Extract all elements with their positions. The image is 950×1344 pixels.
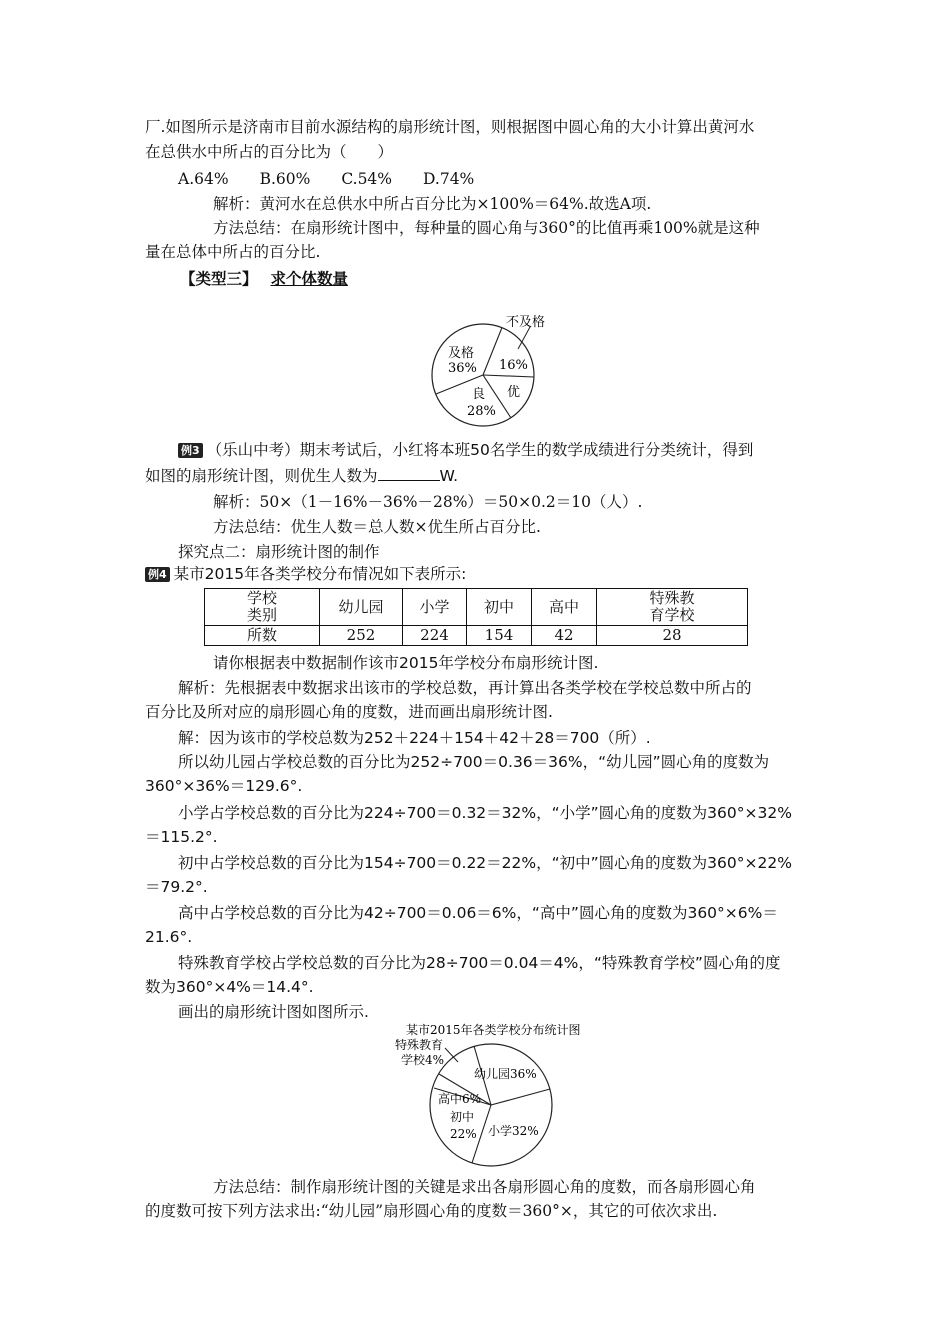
solution-line: 21.6°.	[145, 928, 193, 946]
table-header-category	[205, 589, 320, 626]
label-special-line1: 特殊教育	[395, 1038, 444, 1052]
answer-blank[interactable]	[378, 466, 440, 481]
solution-line: 所以幼儿园占学校总数的百分比为252÷700＝0.36＝36%，“幼儿园”圆心角的度数为	[178, 753, 770, 771]
special-line2: 育学校	[649, 606, 695, 624]
slice-divider-2	[483, 375, 534, 377]
label-jige: 及格	[448, 346, 475, 361]
header-line2: 类别	[246, 606, 277, 624]
value-bujige: 16%	[499, 358, 528, 373]
label-liang: 良	[472, 387, 486, 402]
example3-badge: 例3	[178, 443, 203, 458]
solution-line: ＝115.2°.	[145, 828, 218, 846]
table-row	[205, 589, 748, 626]
school-table	[204, 588, 748, 646]
label-you: 优	[507, 385, 521, 400]
label-special-line2: 学校4%	[401, 1053, 445, 1067]
solution-line: 数为360°×4%＝14.4°.	[145, 978, 314, 996]
table-cell: 252	[320, 626, 403, 646]
table-count-label: 所数	[205, 626, 320, 646]
example4-analysis-line1: 解析：先根据表中数据求出该市的学校总数，再计算出各类学校在学校总数中所占的	[178, 679, 752, 697]
example4-analysis-line2: 百分比及所对应的扇形圆心角的度数，进而画出扇形统计图.	[145, 703, 553, 721]
solution-line: ＝79.2°.	[145, 878, 208, 896]
table-cell: 42	[532, 626, 597, 646]
solution-line: 画出的扇形统计图如图所示.	[178, 1003, 369, 1021]
example3-line2-end: W.	[439, 467, 458, 485]
solution-line: 小学占学校总数的百分比为224÷700＝0.32＝32%，“小学”圆心角的度数为360°×32%	[178, 804, 792, 822]
question-text-line2: 在总供水中所占的百分比为（ ）	[145, 143, 394, 161]
example3-analysis: 解析：50×（1－16%－36%－28%）＝50×0.2＝10（人）.	[213, 493, 643, 511]
example4-badge: 例4	[145, 567, 170, 582]
table-header-cell: 初中	[467, 589, 532, 626]
school-chart-title: 某市2015年各类学校分布统计图	[406, 1023, 581, 1037]
school-pie-chart	[395, 1022, 595, 1172]
example3-line2	[145, 465, 458, 487]
header-line1: 学校	[246, 589, 277, 607]
example4-instruction: 请你根据表中数据制作该市2015年学校分布扇形统计图.	[213, 654, 599, 672]
question-text-line1: 厂.如图所示是济南市目前水源结构的扇形统计图，则根据图中圆心角的大小计算出黄河水	[145, 118, 755, 136]
table-header-cell: 小学	[403, 589, 467, 626]
value-liang: 28%	[467, 404, 496, 419]
table-cell: 28	[597, 626, 748, 646]
solution-line: 360°×36%＝129.6°.	[145, 777, 303, 795]
example4-summary-line2: 的度数可按下列方法求出:“幼儿园”扇形圆心角的度数＝360°×，其它的可依次求出.	[145, 1202, 718, 1220]
analysis-text: 解析：黄河水在总供水中所占百分比为×100%＝64%.故选A项.	[213, 195, 652, 213]
example3-text: （乐山中考）期末考试后，小红将本班50名学生的数学成绩进行分类统计，得到	[206, 441, 754, 459]
method-summary-line2: 量在总体中所占的百分比.	[145, 243, 321, 261]
label-middle-school: 初中	[450, 1110, 475, 1124]
table-cell: 154	[467, 626, 532, 646]
example4-summary-line1: 方法总结：制作扇形统计图的关键是求出各扇形圆心角的度数，而各扇形圆心角	[213, 1178, 756, 1196]
example3-line1	[178, 439, 753, 461]
method-summary-line1: 方法总结：在扇形统计图中，每种量的圆心角与360°的比值再乘100%就是这种	[213, 219, 760, 237]
example3-summary: 方法总结：优生人数＝总人数×优生所占百分比.	[213, 518, 541, 536]
solution-line: 高中占学校总数的百分比为42÷700＝0.06＝6%，“高中”圆心角的度数为360°×6%＝	[178, 904, 778, 922]
type3-heading	[180, 268, 348, 290]
example4-line	[145, 563, 466, 585]
slice-divider-2	[491, 1089, 550, 1105]
table-cell: 224	[403, 626, 467, 646]
special-line1: 特殊教	[649, 589, 695, 607]
value-jige: 36%	[448, 361, 477, 376]
table-header-cell: 幼儿园	[320, 589, 403, 626]
solution-line: 初中占学校总数的百分比为154÷700＝0.22＝22%，“初中”圆心角的度数为360°×22%	[178, 854, 792, 872]
leader-line	[518, 327, 530, 349]
table-header-cell: 高中	[532, 589, 597, 626]
label-kindergarten: 幼儿园36%	[474, 1067, 537, 1081]
answer-options: A.64% B.60% C.54% D.74%	[178, 170, 475, 188]
grades-pie-chart	[420, 305, 560, 435]
value-middle-school: 22%	[450, 1127, 477, 1141]
example4-text: 某市2015年各类学校分布情况如下表所示:	[173, 565, 467, 583]
label-high-school: 高中6%	[438, 1092, 482, 1106]
example3-line2-text: 如图的扇形统计图，则优生人数为	[145, 467, 378, 485]
solution-line: 解：因为该市的学校总数为252＋224＋154＋42＋28＝700（所）.	[178, 729, 651, 747]
label-bujige: 不及格	[506, 315, 546, 330]
table-row	[205, 626, 748, 646]
label-primary-school: 小学32%	[488, 1124, 539, 1138]
section-point2: 探究点二：扇形统计图的制作	[178, 543, 380, 561]
table-header-special	[597, 589, 748, 626]
solution-line: 特殊教育学校占学校总数的百分比为28÷700＝0.04＝4%，“特殊教育学校”圆心角的度	[178, 954, 781, 972]
type3-title: 求个体数量	[270, 270, 348, 288]
type3-bracket: 【类型三】	[180, 270, 258, 288]
